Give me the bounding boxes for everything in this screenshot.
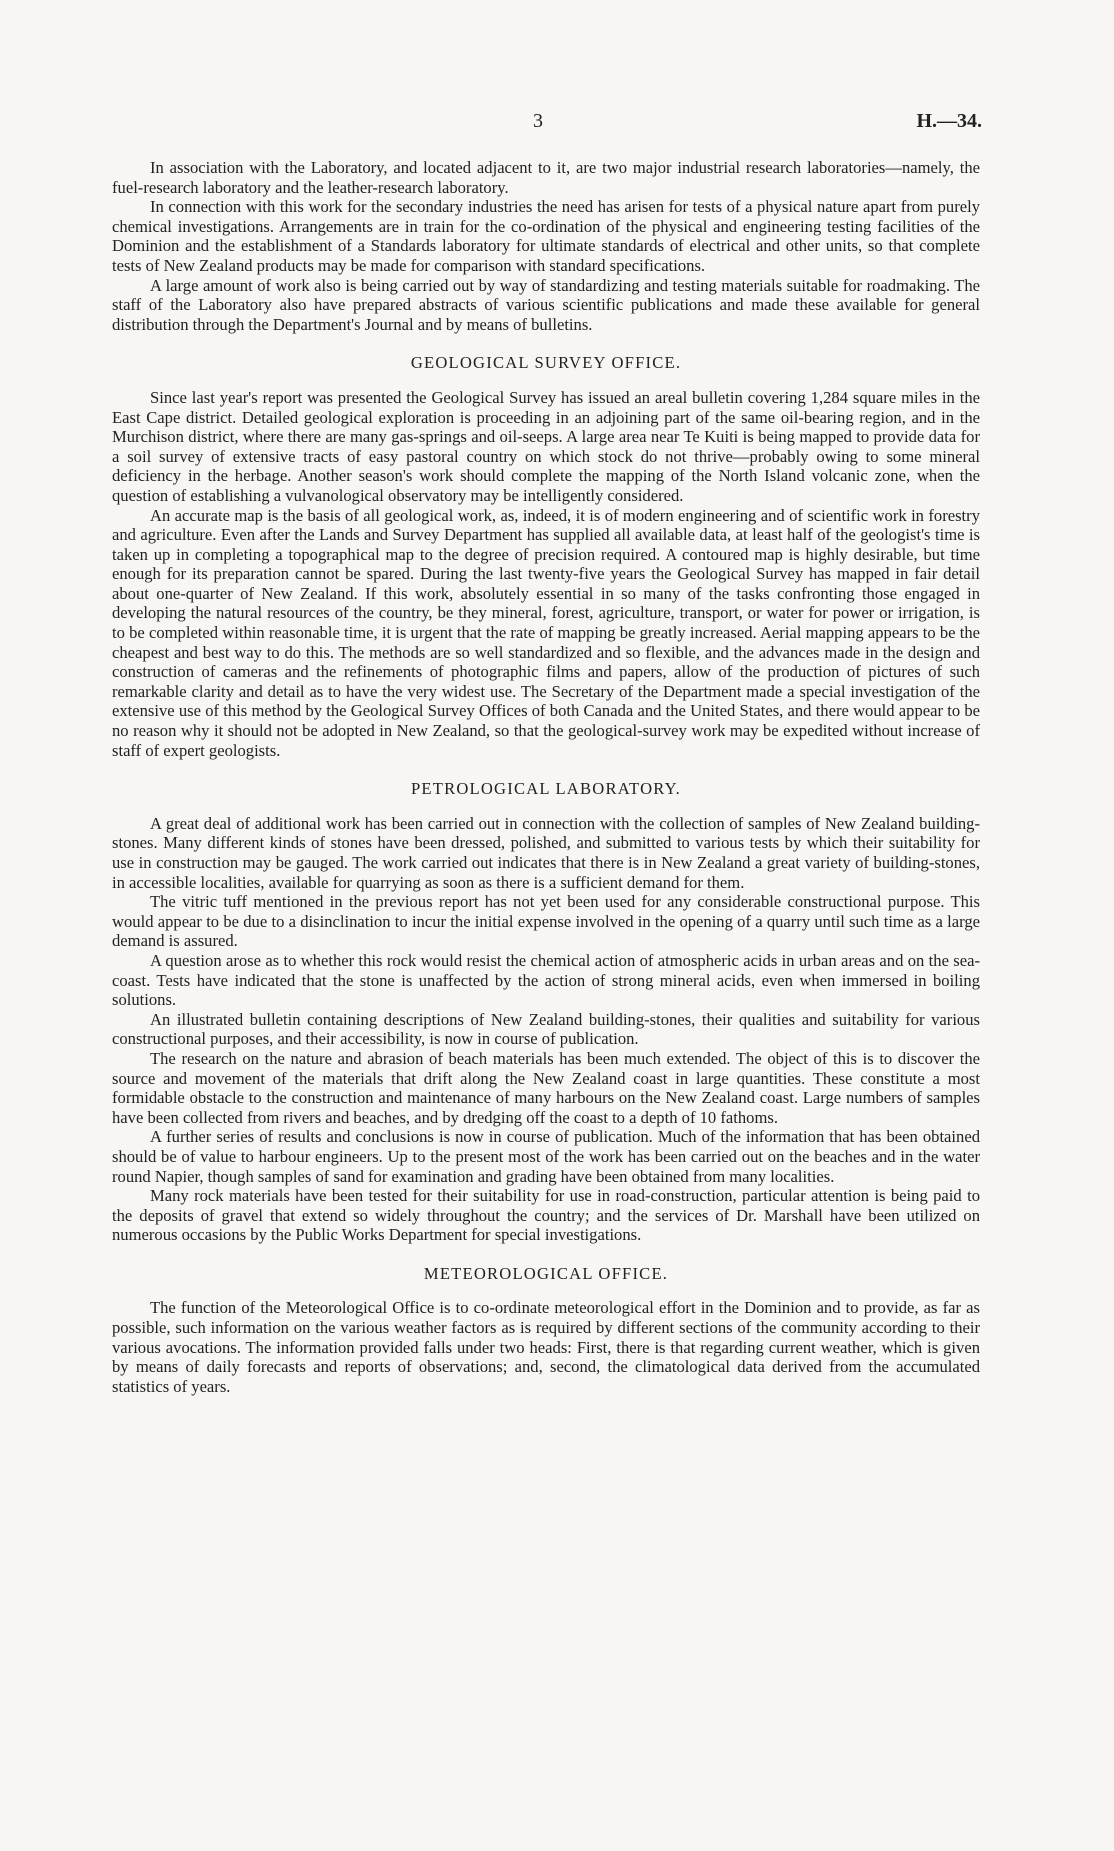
section-heading-meteorological-office: METEOROLOGICAL OFFICE.	[423, 1263, 669, 1283]
body-paragraph: An accurate map is the basis of all geological work, as, indeed, it is of modern engineering and of scientific work in forestry and agriculture. Even after the Lands and Survey Department has supplied all available data, at least half of the geologist's time is taken up in completing a topographical map to the degree of precision required. A contoured map is highly desirable, but time enough for its preparation cannot be spared. During the last twenty-five years the Geological Survey has mapped in fair detail about one-quarter of New Zealand. If this work, absolutely essential in so many of the tasks confronting those engaged in developing the natural resources of the country, be they mineral, forest, agriculture, transport, or water for power or irrigation, is to be completed within reasonable time, it is urgent that the rate of mapping be greatly increased. Aerial mapping appears to be the cheapest and best way to do this. The methods are so well standardized and so flexible, and the advances made in the design and construction of cameras and the refinements of photographic films and papers, allow of the production of pictures of such remarkable clarity and detail as to have the very widest use. The Secretary of the Department made a special investigation of the extensive use of this method by the Geological Survey Offices of both Canada and the United States, and there would appear to be no reason why it should not be adopted in New Zealand, so that the geological-survey work may be expedited without increase of staff of expert geologists.	[112, 505, 980, 760]
body-paragraph: Since last year's report was presented the Geological Survey has issued an areal bulletin covering 1,284 square miles in the East Cape district. Detailed geological exploration is proceeding in an adjoining part of the same oil-bearing region, and in the Murchison district, where there are many gas-springs and oil-seeps. A large area near Te Kuiti is being mapped to provide data for a soil survey of extensive tracts of easy pastoral country on which stock do not thrive—probably owing to some mineral deficiency in the herbage. Another season's work should complete the mapping of the North Island volcanic zone, when the question of establishing a vulvanological observatory may be intelligently considered.	[112, 387, 980, 505]
body-paragraph: A question arose as to whether this rock would resist the chemical action of atmospheric acids in urban areas and on the sea-coast. Tests have indicated that the stone is unaffected by the action of strong mineral acids, even when immersed in boiling solutions.	[112, 950, 980, 1010]
body-paragraph: An illustrated bulletin containing descriptions of New Zealand building-stones, their qualities and suitability for various constructional purposes, and their accessibility, is now in course of publication.	[112, 1009, 980, 1049]
body-paragraph: The function of the Meteorological Office is to co-ordinate meteorological effort in the Dominion and to provide, as far as possible, such information on the various weather factors as is required by different sections of the community according to their various avocations. The information provided falls under two heads: First, there is that regarding current weather, which is given by means of daily forecasts and reports of observations; and, second, the climatological data derived from the accumulated statistics of years.	[112, 1298, 980, 1396]
page-header	[0, 110, 1114, 136]
body-paragraph: The research on the nature and abrasion of beach materials has been much extended. The object of this is to discover the source and movement of the materials that drift along the New Zealand coast in large quantities. These constitute a most formidable obstacle to the construction and maintenance of many harbours on the New Zealand coast. Large numbers of samples have been collected from rivers and beaches, and by dredging off the coast to a depth of 10 fathoms.	[112, 1048, 980, 1127]
page-number: 3	[533, 110, 543, 132]
body-paragraph: A great deal of additional work has been carried out in connection with the collection of samples of New Zealand building-stones. Many different kinds of stones have been dressed, polished, and submitted to various tests by which their suitability for use in construction may be gauged. The work carried out indicates that there is in New Zealand a great variety of building-stones, in accessible localities, available for quarrying as soon as there is a sufficient demand for them.	[112, 813, 980, 892]
document-reference: H.—34.	[916, 110, 982, 132]
body-paragraph: A further series of results and conclusions is now in course of publication. Much of the information that has been obtained should be of value to harbour engineers. Up to the present most of the work has been carried out on the beaches and in the water round Napier, though samples of sand for examination and grading have been obtained from many localities.	[112, 1127, 980, 1186]
document-body	[112, 158, 980, 1396]
section-heading-petrological-laboratory: PETROLOGICAL LABORATORY.	[410, 779, 682, 799]
body-paragraph: The vitric tuff mentioned in the previous report has not yet been used for any considerable constructional purpose. This would appear to be due to a disinclination to incur the initial expense involved in the opening of a quarry until such time as a large demand is assured.	[112, 892, 980, 951]
body-paragraph: A large amount of work also is being carried out by way of standardizing and testing materials suitable for roadmaking. The staff of the Laboratory also have prepared abstracts of various scientific publications and made these available for general distribution through the Department's Journal and by means of bulletins.	[112, 275, 980, 334]
section-heading-geological-survey: GEOLOGICAL SURVEY OFFICE.	[410, 353, 682, 373]
body-paragraph: Many rock materials have been tested for their suitability for use in road-construction, particular attention is being paid to the deposits of gravel that extend so widely throughout the country; and the services of Dr. Marshall have been utilized on numerous occasions by the Public Works Department for special investigations.	[112, 1186, 980, 1245]
body-paragraph: In connection with this work for the secondary industries the need has arisen for tests of a physical nature apart from purely chemical investigations. Arrangements are in train for the co-ordination of the physical and engineering testing facilities of the Dominion and the establishment of a Standards laboratory for ultimate standards of electrical and other units, so that complete tests of New Zealand products may be made for comparison with standard specifications.	[112, 197, 980, 275]
body-paragraph: In association with the Laboratory, and located adjacent to it, are two major industrial research laboratories—namely, the fuel-research laboratory and the leather-research laboratory.	[112, 158, 980, 197]
